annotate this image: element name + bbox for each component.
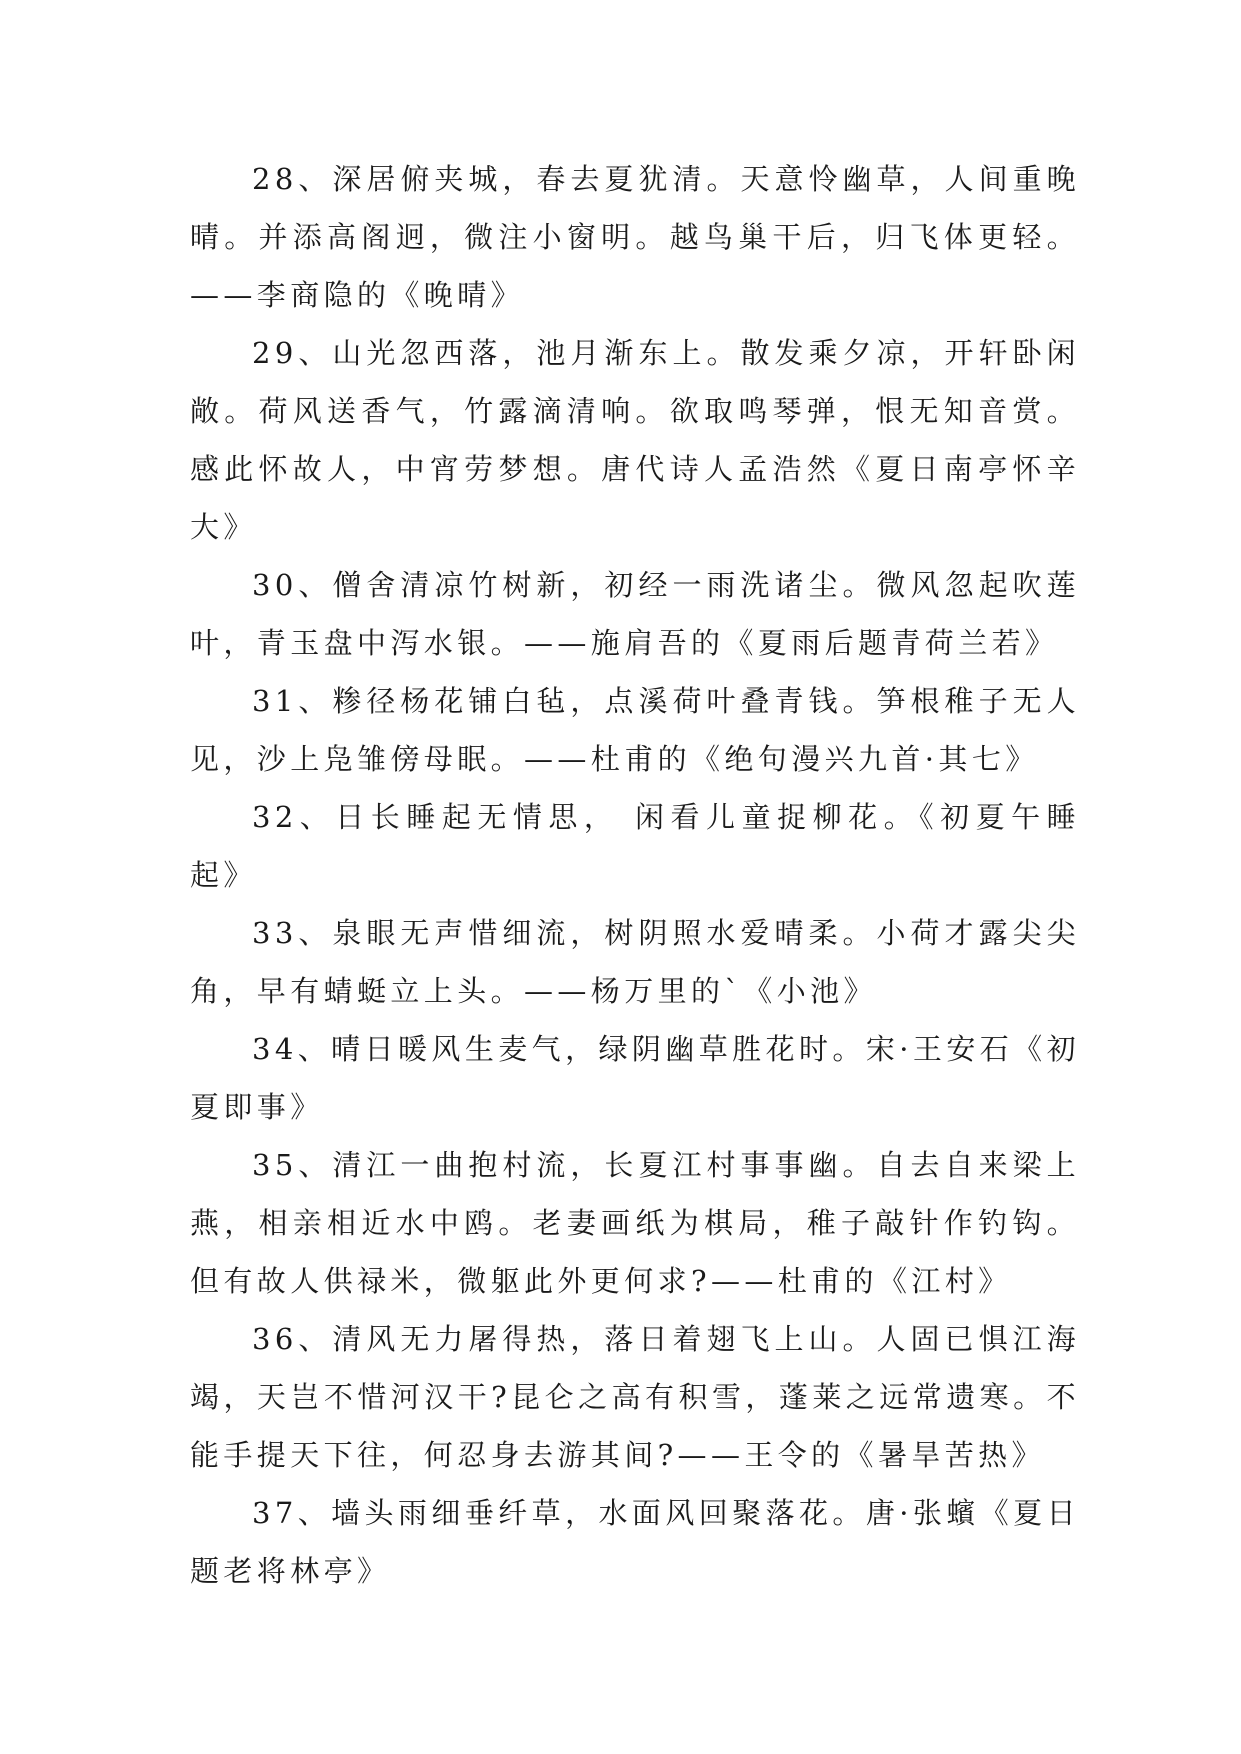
poem-paragraph-29: 29、山光忽西落，池月渐东上。散发乘夕凉，开轩卧闲敞。荷风送香气，竹露滴清响。欲取鸣琴弹，恨无知音赏。感此怀故人，中宵劳梦想。唐代诗人孟浩然《夏日南亭怀辛大》 — [190, 336, 1080, 544]
document-body — [190, 150, 1080, 1600]
poem-paragraph-36: 36、清风无力屠得热，落日着翅飞上山。人固已惧江海竭，天岂不惜河汉干?昆仑之高有积雪，蓬莱之远常遗寒。不能手提天下往，何忍身去游其间?——王令的《暑旱苦热》 — [190, 1322, 1080, 1472]
poem-paragraph-35: 35、清江一曲抱村流，长夏江村事事幽。自去自来梁上燕，相亲相近水中鸥。老妻画纸为棋局，稚子敲针作钓钩。但有故人供禄米，微躯此外更何求?——杜甫的《江村》 — [190, 1148, 1080, 1298]
poem-paragraph-32: 32、日长睡起无情思， 闲看儿童捉柳花。《初夏午睡起》 — [190, 800, 1080, 892]
poem-paragraph-37: 37、墙头雨细垂纤草，水面风回聚落花。唐·张蠙《夏日题老将林亭》 — [190, 1496, 1080, 1588]
poem-paragraph-34: 34、晴日暖风生麦气，绿阴幽草胜花时。宋·王安石《初夏即事》 — [190, 1032, 1080, 1124]
poem-paragraph-33: 33、泉眼无声惜细流，树阴照水爱晴柔。小荷才露尖尖角，早有蜻蜓立上头。——杨万里的`《小池》 — [190, 916, 1080, 1008]
poem-paragraph-30: 30、僧舍清凉竹树新，初经一雨洗诸尘。微风忽起吹莲叶，青玉盘中泻水银。——施肩吾的《夏雨后题青荷兰若》 — [190, 568, 1080, 660]
poem-paragraph-28: 28、深居俯夹城，春去夏犹清。天意怜幽草，人间重晚晴。并添高阁迥，微注小窗明。越鸟巢干后，归飞体更轻。——李商隐的《晚晴》 — [190, 162, 1080, 312]
poem-paragraph-31: 31、糁径杨花铺白毡，点溪荷叶叠青钱。笋根稚子无人见，沙上凫雏傍母眠。——杜甫的《绝句漫兴九首·其七》 — [190, 684, 1080, 776]
